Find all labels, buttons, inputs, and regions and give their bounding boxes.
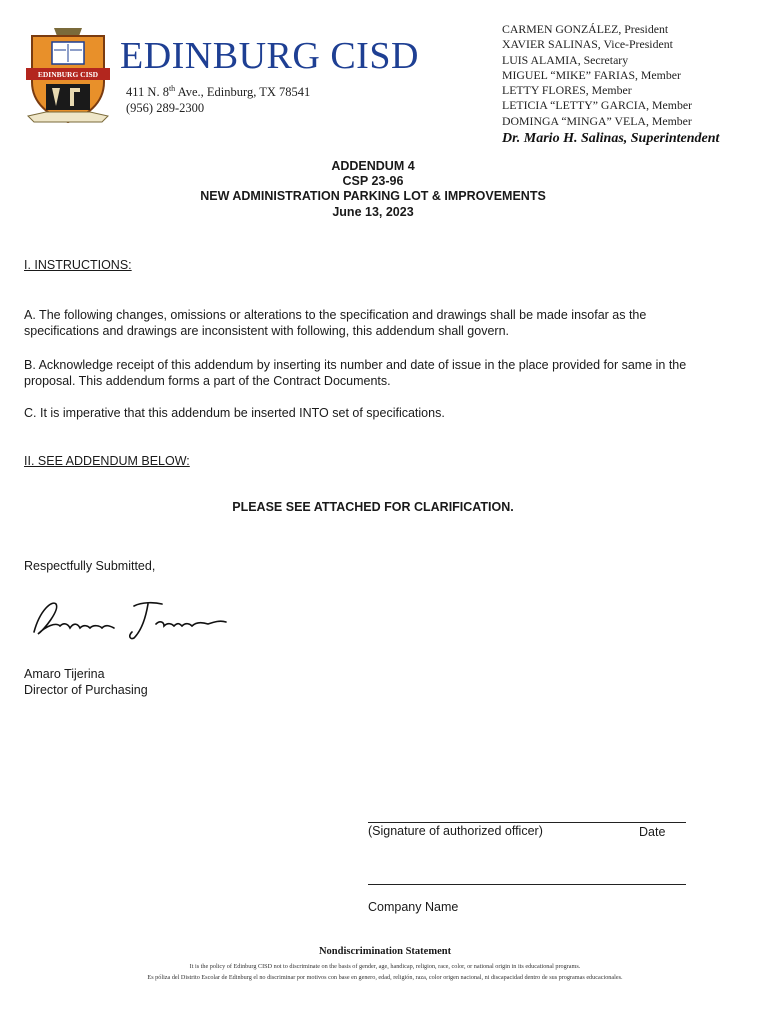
district-crest-logo [24, 22, 112, 126]
district-phone: (956) 289-2300 [126, 101, 205, 116]
addendum-below-heading: II. SEE ADDENDUM BELOW: [24, 454, 190, 468]
addendum-date: June 13, 2023 [332, 204, 414, 219]
instruction-b: B. Acknowledge receipt of this addendum by inserting its number and date of issue in the place provided for same in the proposal. This addendum forms a part of the Contract Documents. [24, 358, 687, 388]
svg-text:EDINBURG CISD: EDINBURG CISD [37, 70, 99, 79]
street-address: 411 N. 8th Ave., Edinburg, TX 78541 [126, 84, 311, 100]
date-label: Date [639, 825, 666, 839]
board-member: LUIS ALAMIA, Secretary [502, 52, 629, 67]
superintendent-name: Dr. Mario H. Salinas, Superintendent [502, 131, 720, 146]
signer-block [24, 667, 148, 698]
clarification-notice: PLEASE SEE ATTACHED FOR CLARIFICATION. [232, 500, 514, 514]
handwritten-signature [30, 592, 230, 644]
nondiscrimination-spanish: Es póliza del Distrito Escolar de Edinburg el no discriminar por motivos con base en genero, edad, religión, raza, color origen nacional, ni discapacidad dentro de sus programas educacionales. [147, 974, 623, 981]
addendum-title-block [0, 159, 746, 220]
company-name-label: Company Name [368, 900, 459, 914]
officer-signature-label: (Signature of authorized officer) [368, 824, 543, 838]
closing-salutation: Respectfully Submitted, [24, 559, 156, 573]
district-name: EDINBURG CISD [120, 35, 419, 77]
csp-number: CSP 23-96 [342, 174, 404, 189]
company-name-line [368, 884, 686, 885]
addendum-number: ADDENDUM 4 [331, 159, 415, 173]
signer-title: Director of Purchasing [24, 682, 148, 697]
nondiscrimination-title: Nondiscrimination Statement [318, 946, 452, 957]
board-member: XAVIER SALINAS, Vice-President [502, 37, 673, 52]
board-members-list [502, 22, 692, 129]
board-member: LETTY FLORES, Member [502, 83, 632, 98]
instruction-a: A. The following changes, omissions or alterations to the specification and drawings shall be made insofar as the specifications and drawings are inconsistent with following, this addendum shall govern. [24, 308, 647, 338]
instruction-c: C. It is imperative that this addendum be inserted INTO set of specifications. [24, 406, 445, 420]
board-member: DOMINGA “MINGA” VELA, Member [502, 113, 692, 128]
project-name: NEW ADMINISTRATION PARKING LOT & IMPROVEMENTS [200, 189, 546, 204]
district-address [126, 81, 310, 116]
board-member: MIGUEL “MIKE” FARIAS, Member [502, 67, 681, 82]
nondiscrimination-english: It is the policy of Edinburg CISD not to discriminate on the basis of gender, age, handicap, religion, race, color, or national origin in its educational programs. [189, 963, 581, 970]
instructions-heading: I. INSTRUCTIONS: [24, 258, 132, 272]
board-member: CARMEN GONZÁLEZ, President [502, 22, 669, 36]
signer-name: Amaro Tijerina [24, 667, 105, 681]
board-member: LETICIA “LETTY” GARCIA, Member [502, 98, 693, 113]
officer-signature-line [368, 822, 686, 823]
